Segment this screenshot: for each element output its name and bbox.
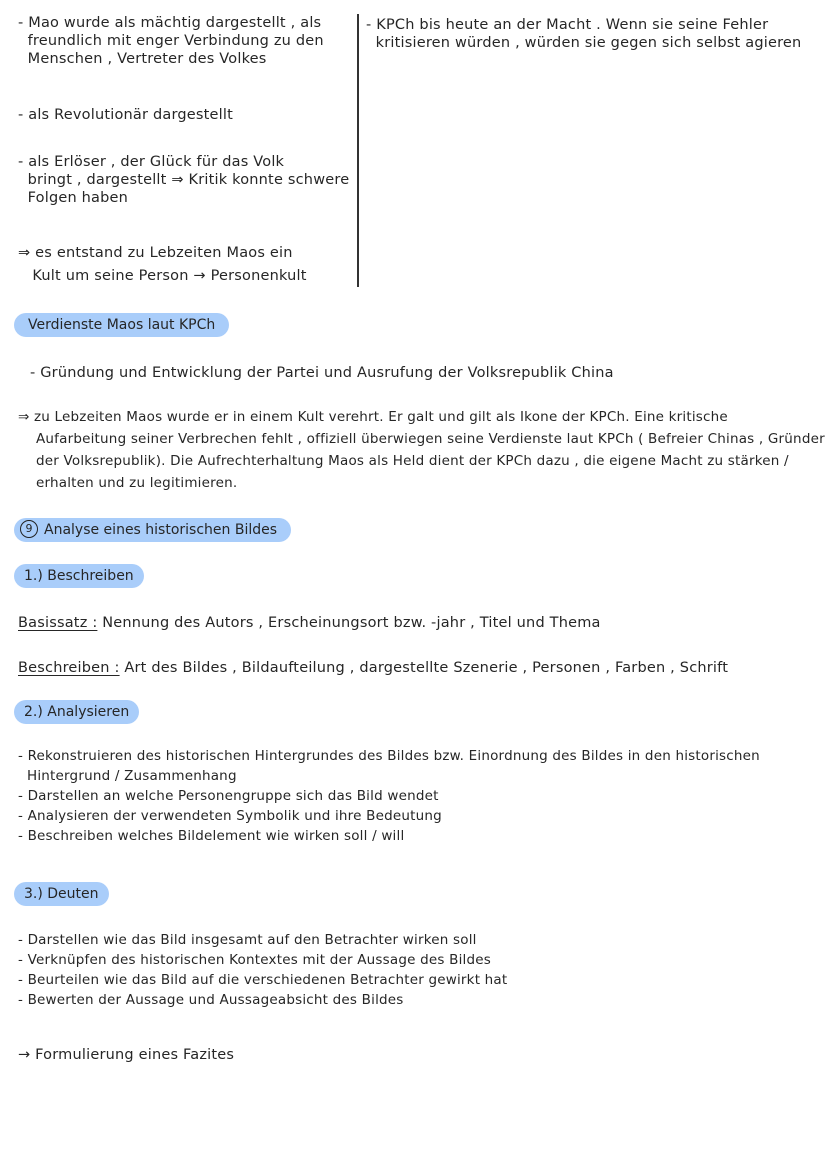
left-note-mao-portrayal: - Mao wurde als mächtig dargestellt , als freundlich mit enger Verbindung zu den Menschen , Vertreter des Volkes <box>18 15 324 67</box>
describe-text: Art des Bildes , Bildaufteilung , dargestellte Szenerie , Personen , Farben , Schrift <box>119 660 729 676</box>
basis-sentence-label: Basissatz : <box>18 615 98 631</box>
merits-conclusion: ⇒ zu Lebzeiten Maos wurde er in einem Kult verehrt. Er galt und gilt als Ikone der KPCh. Eine kritische Aufarbeitung seiner Verbrechen fehlt , offiziell überwiegen seine Verdienste laut KPCh ( Befreier Chinas , Gründer der Volksrepublik). Die Aufrechterhaltung Maos als Held dient der KPCh dazu , die eigene Macht zu stärken / erhalten und zu legitimieren. <box>18 409 825 491</box>
left-note-revolutionary: - als Revolutionär dargestellt <box>18 107 233 123</box>
describe-line <box>18 657 728 680</box>
section-9-title: Analyse eines historischen Bildes <box>44 522 278 538</box>
right-note-kpch-power: - KPCh bis heute an der Macht . Wenn sie seine Fehler kritisieren würden , würden sie gegen sich selbst agieren <box>366 17 802 51</box>
analyze-list: - Rekonstruieren des historischen Hintergrundes des Bildes bzw. Einordnung des Bildes in den historischen Hintergrund / Zusammenhang - Darstellen an welche Personengruppe sich das Bild wendet - Analysieren der verwendeten Symbolik und ihre Bedeutung - Beschreiben welches Bildelement wie wirken soll / will <box>18 748 760 844</box>
section-number: 9 <box>20 520 38 538</box>
heading-step-interpret: 3.) Deuten <box>14 882 109 906</box>
basis-sentence-text: Nennung des Autors , Erscheinungsort bzw. -jahr , Titel und Thema <box>97 615 601 631</box>
interpret-final: → Formulierung eines Fazites <box>18 1047 235 1063</box>
basis-sentence-line <box>18 612 601 635</box>
heading-merits: Verdienste Maos laut KPCh <box>14 313 229 337</box>
column-divider <box>357 14 359 287</box>
heading-section-9 <box>14 518 291 542</box>
heading-step-describe: 1.) Beschreiben <box>14 564 144 588</box>
left-note-savior: - als Erlöser , der Glück für das Volk bringt , dargestellt ⇒ Kritik konnte schwere Folgen haben <box>18 154 350 206</box>
heading-step-analyze: 2.) Analysieren <box>14 700 139 724</box>
left-note-personality-cult: ⇒ es entstand zu Lebzeiten Maos ein Kult um seine Person → Personenkult <box>18 245 307 284</box>
merits-bullet: - Gründung und Entwicklung der Partei und Ausrufung der Volksrepublik China <box>30 365 614 381</box>
describe-label: Beschreiben : <box>18 660 120 676</box>
interpret-list: - Darstellen wie das Bild insgesamt auf den Betrachter wirken soll - Verknüpfen des historischen Kontextes mit der Aussage des Bildes - Beurteilen wie das Bild auf die verschiedenen Betrachter gewirkt hat - Bewerten der Aussage und Aussageabsicht des Bildes <box>18 932 508 1008</box>
